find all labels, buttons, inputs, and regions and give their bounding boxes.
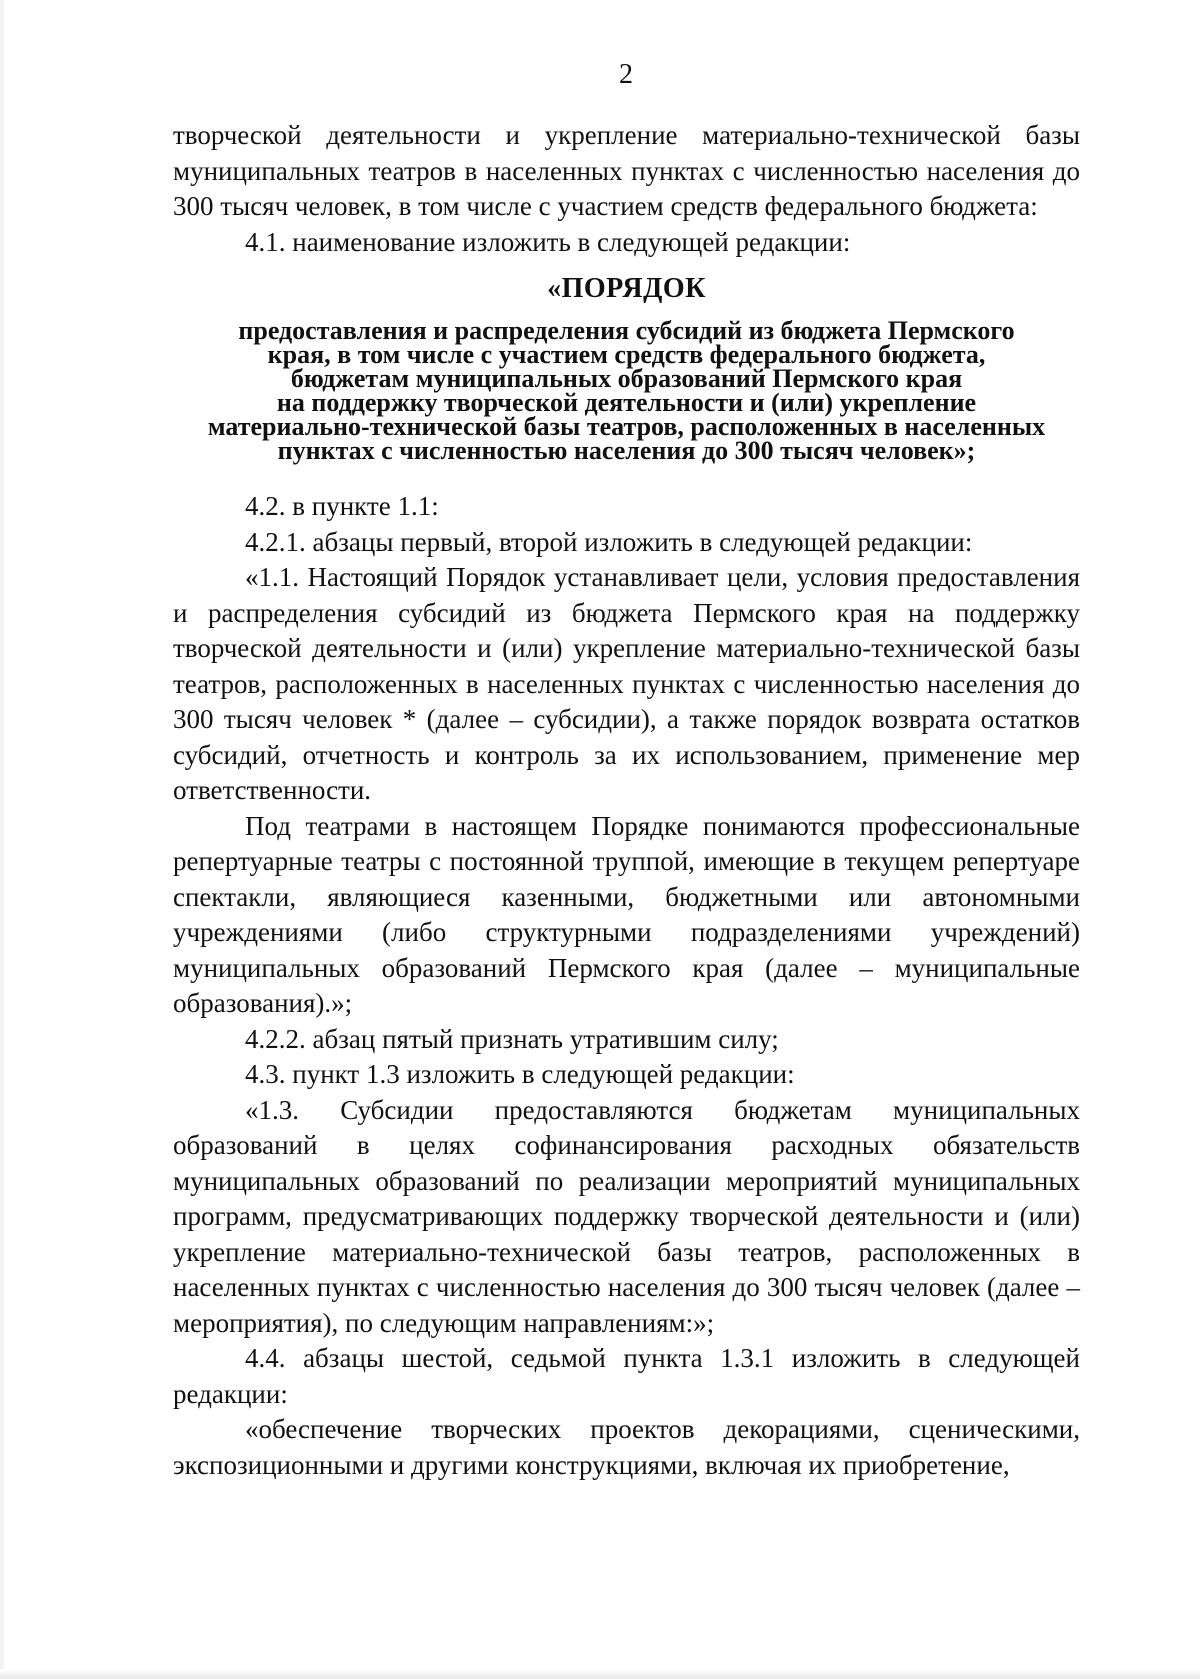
page-number: 2 xyxy=(619,59,633,90)
paragraph-clause-1-3: «1.3. Субсидии предоставляются бюджетам муниципальных образований в целях софинансирования расходных обязательств муниципальных образований по реализации мероприятий муниципальных программ, предусматривающих поддержку творческой деятельности и (или) укрепление материально-технической базы театров, расположенных в населенных пунктах с численностью населения до 300 тысяч человек (далее – мероприятия), по следующим направлениям:»; xyxy=(173,1094,1080,1338)
order-title: «ПОРЯДОК xyxy=(547,273,706,304)
paragraph-item-4-3: 4.3. пункт 1.3 изложить в следующей редакции: xyxy=(245,1059,795,1089)
document-body xyxy=(173,118,1080,1483)
paragraph-item-4-1: 4.1. наименование изложить в следующей редакции: xyxy=(245,226,851,257)
paragraph-item-4-2-1: 4.2.1. абзацы первый, второй изложить в следующей редакции: xyxy=(245,526,973,557)
paragraph-item-4-2: 4.2. в пункте 1.1: xyxy=(245,491,439,521)
paragraph-theatres-definition: Под театрами в настоящем Порядке понимаются профессиональные репертуарные театры с постоянной труппой, имеющие в текущем репертуаре спектакли, являющиеся казенными, бюджетными или автономными учреждениями (либо структурными подразделениями учреждений) муниципальных образований Пермского края (далее – муниципальные образования).»; xyxy=(173,810,1080,1018)
paragraph-clause-1-1: «1.1. Настоящий Порядок устанавливает цели, условия предоставления и распределения субсидий из бюджета Пермского края на поддержку творческой деятельности и (или) укрепление материально-технической базы театров, расположенных в населенных пунктах с численностью населения до 300 тысяч человек * (далее – субсидии), а также порядок возврата остатков субсидий, отчетность и контроль за их использованием, применение мер ответственности. xyxy=(173,562,1080,805)
paragraph-item-4-4: 4.4. абзацы шестой, седьмой пункта 1.3.1 изложить в следующей редакции: xyxy=(173,1343,1080,1409)
scan-edge xyxy=(0,0,4,1679)
order-subtitle: предоставления и распределения субсидий из бюджета Пермского края, в том числе с участием средств федерального бюджета, бюджетам муниципальных образований Пермского края на поддержку творческой деятельности и (или) укрепление материально-технической базы театров, расположенных в населенных пунктах с численностью населения до 300 тысяч человек»; xyxy=(207,316,1046,465)
scan-bottom-edge xyxy=(0,1669,1200,1679)
paragraph-item-4-2-2: 4.2.2. абзац пятый признать утратившим силу; xyxy=(245,1023,779,1054)
order-title-block xyxy=(173,269,1080,463)
paragraph-creative-projects: «обеспечение творческих проектов декорациями, сценическими, экспозиционными и другими конструкциями, включая их приобретение, xyxy=(173,1414,1080,1480)
paragraph-continuation: творческой деятельности и укрепление материально-технической базы муниципальных театров в населенных пунктах с численностью населения до 300 тысяч человек, в том числе с участием средств федерального бюджета: xyxy=(173,120,1080,221)
